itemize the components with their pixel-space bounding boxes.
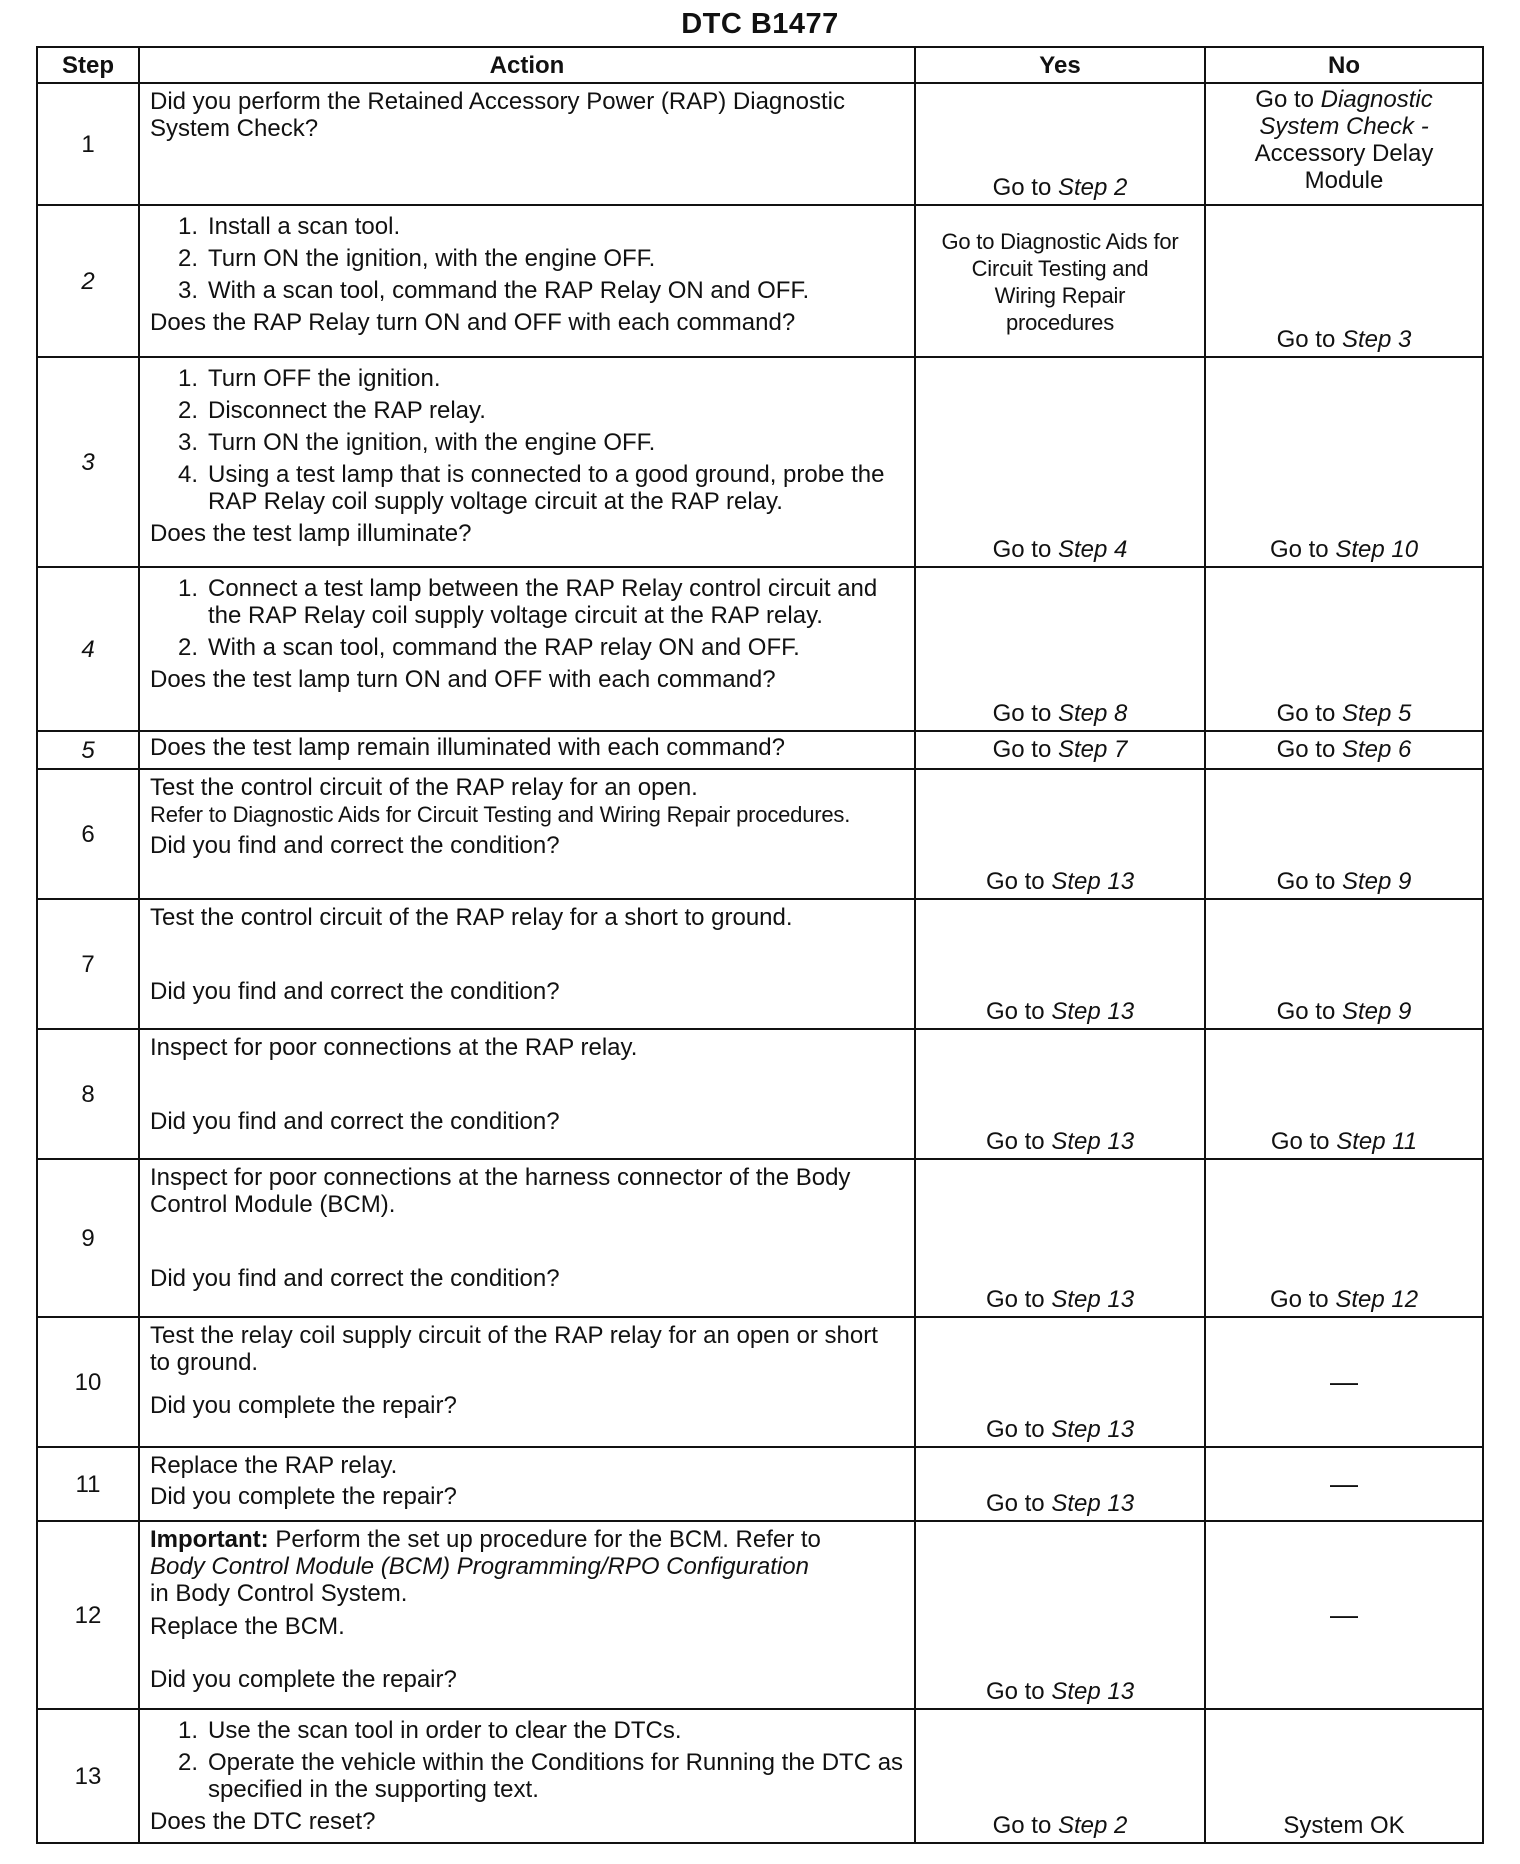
- list-item: 1. Install a scan tool.: [177, 213, 401, 240]
- instruction: Test the control circuit of the RAP relay for a short to ground.: [150, 904, 793, 931]
- question: Did you find and correct the condition?: [150, 1265, 560, 1292]
- step-link[interactable]: Step 2: [1057, 174, 1128, 201]
- table-row: [37, 899, 1483, 1029]
- header-yes: Yes: [915, 47, 1205, 83]
- yes-cell: Go to Step 13: [915, 1317, 1205, 1447]
- step-number: 2: [37, 205, 139, 357]
- step-link[interactable]: Step 5: [1341, 700, 1412, 727]
- yes-cell: Go to Step 13: [915, 1029, 1205, 1159]
- list-item: 3. With a scan tool, command the RAP Relay ON and OFF.: [177, 277, 810, 304]
- step-link[interactable]: Step 13: [1051, 1490, 1135, 1517]
- step-link[interactable]: Step 7: [1057, 736, 1128, 763]
- step-number: 6: [37, 769, 139, 899]
- table-row: [37, 567, 1483, 731]
- list-item: 2. Disconnect the RAP relay.: [177, 397, 486, 424]
- step-link[interactable]: Step 11: [1336, 1128, 1418, 1155]
- yes-cell: Go to Step 2: [915, 1709, 1205, 1843]
- yes-cell: Go to Step 7: [915, 731, 1205, 769]
- bcm-programming-link[interactable]: Body Control Module (BCM) Programming/RPO Configuration: [150, 1553, 809, 1580]
- no-cell: Go to Step 11: [1205, 1029, 1483, 1159]
- table-row: [37, 83, 1483, 205]
- table-row: [37, 1029, 1483, 1159]
- action-cell: [139, 357, 915, 567]
- question: Does the DTC reset?: [150, 1808, 376, 1835]
- question: Does the test lamp remain illuminated with each command?: [150, 734, 785, 761]
- action-cell: Important: Perform the set up procedure for the BCM. Refer to Body Control Module (BCM) Programming/RPO Configuration in Body Control System. Replace the BCM. Did you complete the repair?: [139, 1521, 915, 1709]
- reference-note: Refer to Diagnostic Aids for Circuit Testing and Wiring Repair procedures.: [150, 802, 851, 827]
- step-number: 12: [37, 1521, 139, 1709]
- instruction: Inspect for poor connections at the RAP relay.: [150, 1034, 638, 1061]
- step-link[interactable]: Step 2: [1057, 1812, 1128, 1839]
- step-number: 5: [37, 731, 139, 769]
- no-cell: Go to Step 9: [1205, 899, 1483, 1029]
- question: Did you complete the repair?: [150, 1392, 457, 1419]
- action-cell: [139, 205, 915, 357]
- action-cell: [139, 769, 915, 899]
- step-number: 8: [37, 1029, 139, 1159]
- step-number: 11: [37, 1447, 139, 1521]
- list-item: 4. Using a test lamp that is connected to a good ground, probe the RAP Relay coil supply voltage circuit at the RAP relay.: [177, 461, 885, 515]
- no-cell: Go to Step 9: [1205, 769, 1483, 899]
- step-link[interactable]: Step 6: [1341, 736, 1412, 763]
- no-cell: System OK: [1205, 1709, 1483, 1843]
- important-note: Important: Perform the set up procedure for the BCM. Refer to: [150, 1526, 821, 1553]
- step-number: 9: [37, 1159, 139, 1317]
- yes-cell: Go to Step 4: [915, 357, 1205, 567]
- step-number: 13: [37, 1709, 139, 1843]
- table-row: [37, 1317, 1483, 1447]
- diagnostic-table: [36, 46, 1484, 1844]
- header-row: [37, 47, 1483, 83]
- question: Does the test lamp illuminate?: [150, 520, 472, 547]
- action-cell: [139, 1159, 915, 1317]
- question: Did you find and correct the condition?: [150, 832, 560, 859]
- question: Did you complete the repair?: [150, 1666, 457, 1693]
- step-link[interactable]: Step 10: [1335, 536, 1419, 563]
- yes-cell[interactable]: Go to Diagnostic Aids for Circuit Testing and Wiring Repair procedures: [915, 205, 1205, 357]
- instruction: Replace the BCM.: [150, 1613, 345, 1640]
- table-row: [37, 357, 1483, 567]
- step-link[interactable]: Step 9: [1341, 868, 1412, 895]
- action-cell: [139, 567, 915, 731]
- step-number: 10: [37, 1317, 139, 1447]
- question: Did you find and correct the condition?: [150, 978, 560, 1005]
- table-row: [37, 1521, 1483, 1709]
- no-cell: Go to Step 12: [1205, 1159, 1483, 1317]
- list-item: 2. Turn ON the ignition, with the engine OFF.: [177, 245, 656, 272]
- table-row: [37, 1709, 1483, 1843]
- question: Did you perform the Retained Accessory Power (RAP) Diagnostic System Check?: [150, 88, 845, 142]
- step-number: 3: [37, 357, 139, 567]
- instruction: Inspect for poor connections at the harness connector of the Body Control Module (BCM).: [150, 1164, 851, 1218]
- no-cell: Go to Step 5: [1205, 567, 1483, 731]
- yes-cell: Go to Step 13: [915, 1447, 1205, 1521]
- header-step: Step: [37, 47, 139, 83]
- list-item: 1. Use the scan tool in order to clear the DTCs.: [177, 1717, 682, 1744]
- step-link[interactable]: Step 12: [1335, 1286, 1419, 1313]
- no-cell: —: [1205, 1521, 1483, 1709]
- step-link[interactable]: Step 4: [1057, 536, 1128, 563]
- yes-cell: Go to Step 2: [915, 83, 1205, 205]
- step-link[interactable]: Step 13: [1051, 1416, 1135, 1443]
- header-no: No: [1205, 47, 1483, 83]
- yes-cell: Go to Step 13: [915, 899, 1205, 1029]
- action-cell: [139, 1029, 915, 1159]
- list-item: 2. With a scan tool, command the RAP relay ON and OFF.: [177, 634, 800, 661]
- instruction: Test the relay coil supply circuit of the RAP relay for an open or short to ground.: [150, 1322, 878, 1376]
- step-link[interactable]: Step 13: [1051, 998, 1135, 1025]
- step-link[interactable]: Step 9: [1341, 998, 1412, 1025]
- yes-cell: Go to Step 13: [915, 1521, 1205, 1709]
- list-item: 2. Operate the vehicle within the Conditions for Running the DTC as specified in the supporting text.: [177, 1749, 904, 1803]
- table-row: [37, 769, 1483, 899]
- step-link[interactable]: Step 3: [1341, 326, 1412, 353]
- table-row: [37, 1447, 1483, 1521]
- step-number: 7: [37, 899, 139, 1029]
- step-link[interactable]: Step 13: [1051, 868, 1135, 895]
- action-cell: [139, 731, 915, 769]
- instruction: Replace the RAP relay.: [150, 1452, 398, 1479]
- yes-cell: Go to Step 8: [915, 567, 1205, 731]
- yes-cell: Go to Step 13: [915, 1159, 1205, 1317]
- question: Does the test lamp turn ON and OFF with each command?: [150, 666, 776, 693]
- list-item: 3. Turn ON the ignition, with the engine OFF.: [177, 429, 656, 456]
- page-title: DTC B1477: [681, 8, 839, 40]
- step-number: 1: [37, 83, 139, 205]
- action-cell: [139, 83, 915, 205]
- yes-cell: Go to Step 13: [915, 769, 1205, 899]
- action-cell: [139, 1709, 915, 1843]
- step-link[interactable]: Step 13: [1051, 1678, 1135, 1705]
- no-cell: Go to Diagnostic System Check - Accessory Delay Module: [1205, 83, 1483, 205]
- no-cell: Go to Step 6: [1205, 731, 1483, 769]
- action-cell: [139, 1447, 915, 1521]
- list-item: 1. Turn OFF the ignition.: [177, 365, 441, 392]
- table-row: [37, 205, 1483, 357]
- diagnostic-system-check-link[interactable]: Diagnostic System Check -: [1259, 86, 1433, 140]
- list-item: 1. Connect a test lamp between the RAP Relay control circuit and the RAP Relay coil supply voltage circuit at the RAP relay.: [177, 575, 878, 629]
- step-link[interactable]: Step 8: [1057, 700, 1128, 727]
- no-cell: Go to Step 3: [1205, 205, 1483, 357]
- no-cell: —: [1205, 1447, 1483, 1521]
- table-row: [37, 731, 1483, 769]
- step-link[interactable]: Step 13: [1051, 1128, 1135, 1155]
- question: Did you complete the repair?: [150, 1483, 457, 1510]
- no-cell: Go to Step 10: [1205, 357, 1483, 567]
- no-cell: —: [1205, 1317, 1483, 1447]
- action-cell: [139, 899, 915, 1029]
- table-row: [37, 1159, 1483, 1317]
- step-link[interactable]: Step 13: [1051, 1286, 1135, 1313]
- instruction: Test the control circuit of the RAP relay for an open.: [150, 774, 698, 801]
- header-action: Action: [139, 47, 915, 83]
- step-number: 4: [37, 567, 139, 731]
- question: Does the RAP Relay turn ON and OFF with each command?: [150, 309, 796, 336]
- question: Did you find and correct the condition?: [150, 1108, 560, 1135]
- action-cell: [139, 1317, 915, 1447]
